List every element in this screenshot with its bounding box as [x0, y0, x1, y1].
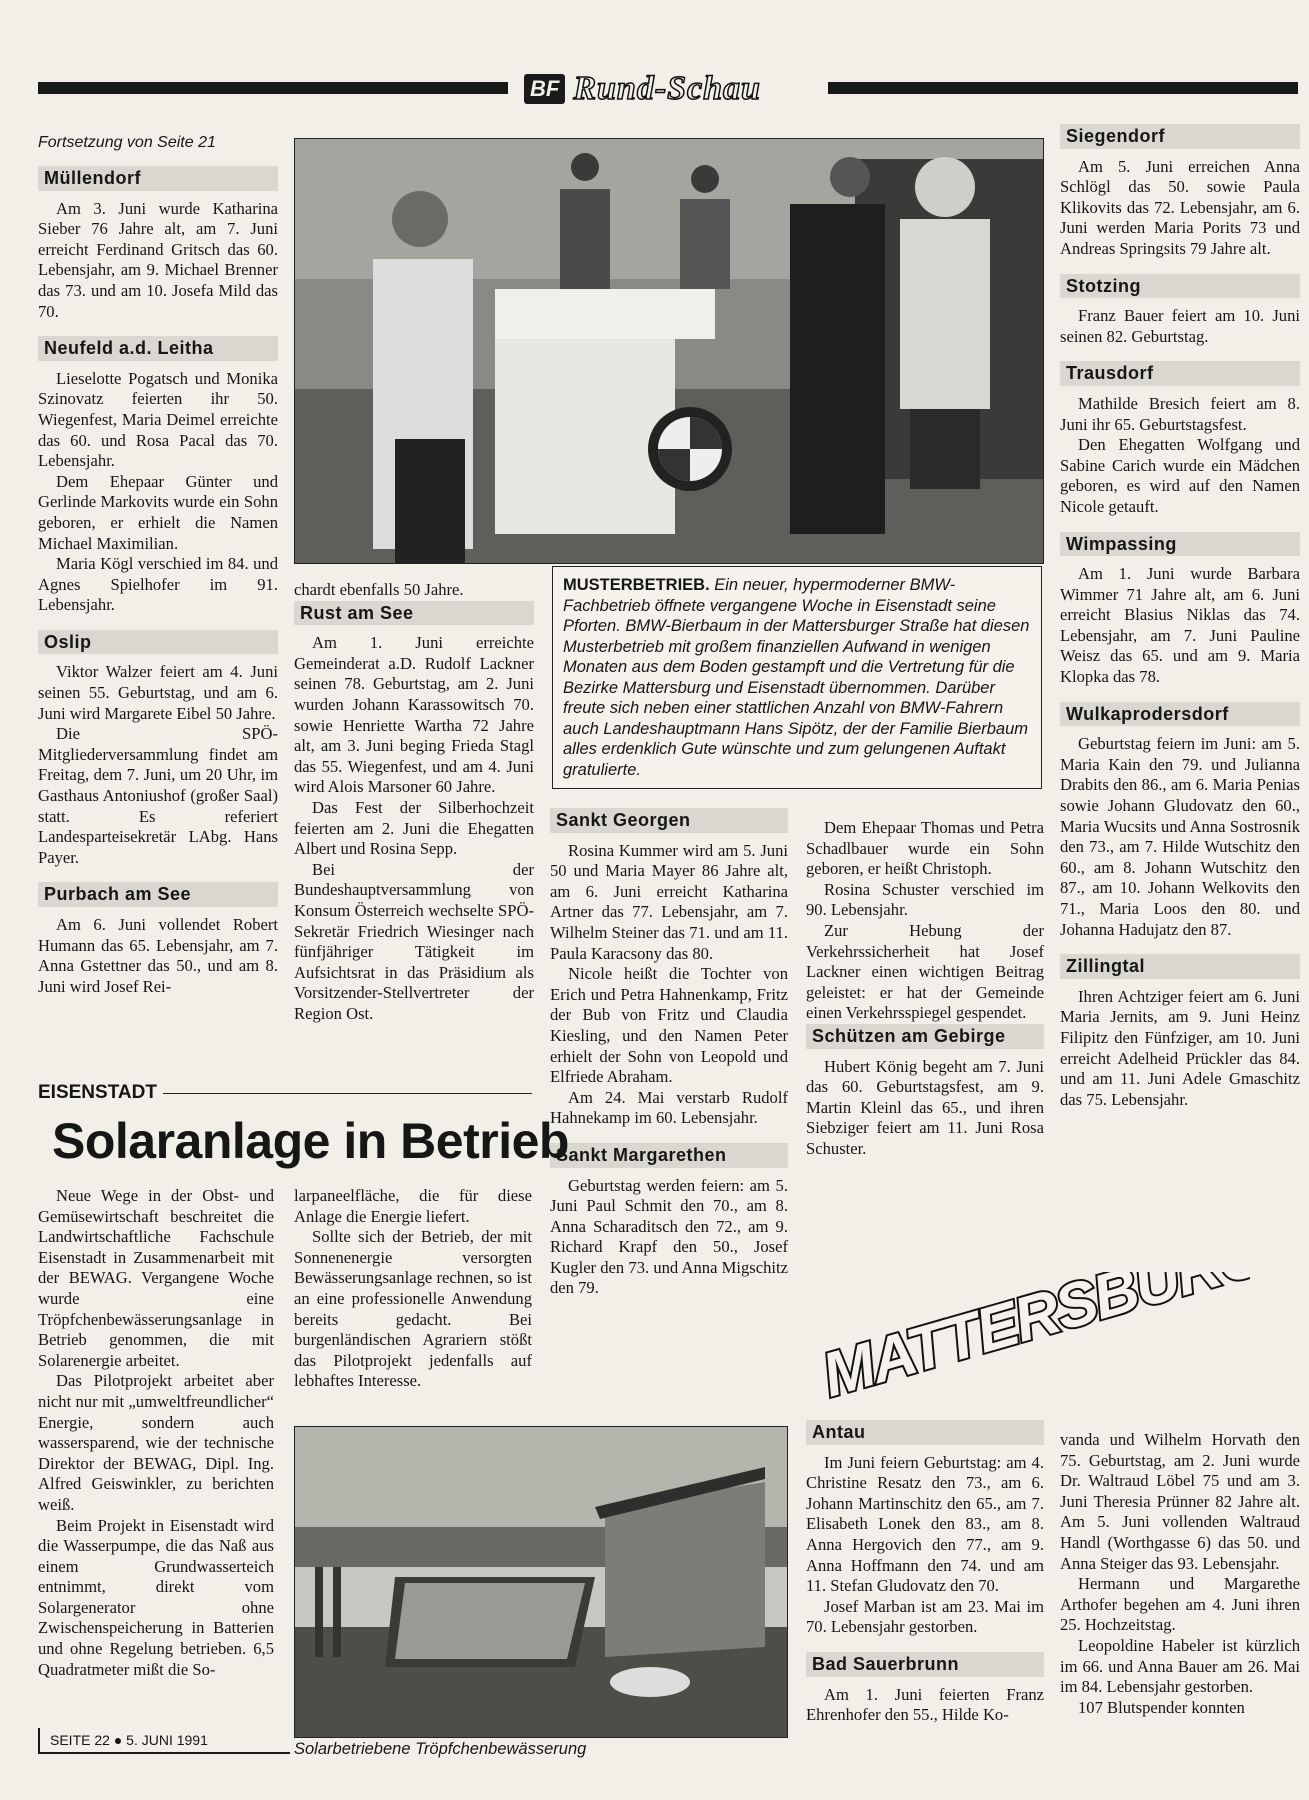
banner-text: MATTERSBURG — [814, 1272, 1250, 1411]
article-paragraph: Zur Hebung der Verkehrssicherheit hat Josef Lackner einen wichtigen Beitrag geleistet: er hat der Gemeinde einen Verkehrsspiegel gespendet. — [806, 920, 1044, 1023]
section-heading: Sankt Margarethen — [550, 1143, 788, 1168]
section-paragraph: Viktor Walzer feiert am 4. Juni seinen 55. Geburtstag, und am 6. Juni wird Margarete Eibel 50 Jahre. — [38, 662, 278, 723]
column-4 — [806, 818, 1044, 1160]
article-paragraph: vanda und Wilhelm Horvath den 75. Geburtstag, am 2. Juni wurde Dr. Waltraud Löbel 75 und am 3. Juni Theresia Prünner 82 Jahre alt. Am 5. Juni vollenden Waltraud Handl (Worthgasse 6) das 50. und Anna Steiger das 93. Lebensjahr. — [1060, 1430, 1300, 1573]
section-paragraph: Am 24. Mai verstarb Rudolf Hahnekamp im 60. Lebensjahr. — [550, 1087, 788, 1128]
article-paragraph: Das Pilotprojekt arbeitet aber nicht nur mit „umweltfreundlicher“ Energie, sondern auch wassersparend, wie der technische Direktor der BEWAG, Dipl. Ing. Alfred Geiswinkler, zu berichten weiß. — [38, 1371, 274, 1514]
section-heading: Sankt Georgen — [550, 808, 788, 833]
article-kicker: EISENSTADT — [38, 1082, 157, 1103]
section-paragraph: Geburtstag werden feiern: am 5. Juni Paul Schmit den 70., am 8. Anna Scharaditsch den 72., am 9. Richard Krapf den 50., Josef Kugler den 73. und Anna Migschitz den 79. — [550, 1175, 788, 1298]
section-paragraph: Am 5. Juni erreichen Anna Schlögl das 50. sowie Paula Klikovits das 72. Lebensjahr, am 6. Juni werden Maria Porits 73 und Andreas Springsits 79 Jahre alt. — [1060, 156, 1300, 258]
mattersburg-col-a — [806, 1420, 1044, 1726]
section-paragraph: Am 1. Juni feierten Franz Ehrenhofer den 55., Hilde Ko- — [806, 1684, 1044, 1725]
column-1 — [38, 134, 278, 997]
section-paragraph: Franz Bauer feiert am 10. Juni seinen 82. Geburtstag. — [1060, 306, 1300, 346]
section-heading: Wimpassing — [1060, 532, 1300, 557]
bmw-photo-caption — [552, 566, 1042, 789]
section-paragraph: Maria Kögl verschied im 84. und Agnes Spielhofer im 91. Lebensjahr. — [38, 554, 278, 615]
solar-col-b — [294, 1186, 532, 1392]
section-paragraph: Am 3. Juni wurde Katharina Sieber 76 Jahre alt, am 7. Juni erreicht Ferdinand Gritsch das 60. Lebensjahr, am 9. Michael Brenner das 73. und am 10. Josefa Mild das 70. — [38, 198, 278, 321]
section-heading: Oslip — [38, 630, 278, 655]
kicker-rule — [163, 1093, 532, 1094]
mattersburg-col-a-text — [806, 1420, 1044, 1726]
section-heading: Siegendorf — [1060, 124, 1300, 149]
article-paragraph: Neue Wege in der Obst- und Gemüsewirtschaft beschreitet die Landwirtschaftliche Fachschule Eisenstadt in Zusammenarbeit mit der BEWAG. Vergangene Woche wurde eine Tröpfchenbewässerungsanlage in Betrieb genommen, die mit Solarenergie arbeitet. — [38, 1186, 274, 1370]
column-5-sections — [1060, 124, 1300, 1110]
article-paragraph: Rosina Schuster verschied im 90. Lebensjahr. — [806, 879, 1044, 920]
column-4-sections — [806, 1024, 1044, 1160]
mattersburg-col-b — [1060, 1430, 1300, 1718]
section-heading: Purbach am See — [38, 882, 278, 907]
section-paragraph: Die SPÖ-Mitgliederversammlung findet am Freitag, dem 7. Juni, um 20 Uhr, im Gasthaus Antoniushof (großer Saal) statt. Es referiert Landesparteisekretär LAbg. Hans Payer. — [38, 724, 278, 867]
mattersburg-banner-graphic — [810, 1272, 1250, 1422]
mattersburg-col-b-text — [1060, 1430, 1300, 1718]
section-title: Rund-Schau — [573, 70, 761, 107]
solar-col-b-text — [294, 1186, 532, 1392]
section-paragraph: Hubert König begeht am 7. Juni das 60. Geburtstagsfest, am 9. Martin Kleinl das 65., und ihren Siebziger feiert am 11. Juni Rosa Schuster. — [806, 1056, 1044, 1158]
page-date: 5. JUNI 1991 — [126, 1732, 208, 1748]
section-paragraph: Am 1. Juni wurde Barbara Wimmer 71 Jahre alt, am 6. Juni erreicht Blasius Niklas das 74. Lebensjahr, am 7. Juni Pauline Weisz das 65. und am 9. Maria Klopka das 78. — [1060, 564, 1300, 687]
section-paragraph: Josef Marban ist am 23. Mai im 70. Lebensjahr gestorben. — [806, 1596, 1044, 1637]
section-paragraph: Am 6. Juni vollendet Robert Humann das 65. Lebensjahr, am 7. Anna Gstettner das 50., und am 8. Juni wird Josef Rei- — [38, 915, 278, 996]
header-logo-group — [524, 70, 761, 108]
page-number: SEITE 22 — [50, 1732, 110, 1748]
header-rule-right — [828, 82, 1298, 94]
solar-kicker-row — [38, 1082, 532, 1104]
article-paragraph: Beim Projekt in Eisenstadt wird die Wasserpumpe, die das Naß aus einem Grundwasserteich entnimmt, direkt vom Solargenerator ohne Zwischenspeicherung in Batterien und ohne Regelung betrieben. 6,5 Quadratmeter mißt die So- — [38, 1515, 274, 1679]
solar-col-a-text — [38, 1186, 274, 1680]
bullet-icon: ● — [113, 1732, 123, 1748]
section-heading: Antau — [806, 1420, 1044, 1445]
bmw-opening-image — [295, 139, 1043, 563]
article-paragraph: Dem Ehepaar Thomas und Petra Schadlbauer wurde ein Sohn geboren, er heißt Christoph. — [806, 818, 1044, 879]
article-paragraph: 107 Blutspender konnten — [1078, 1697, 1245, 1717]
column-2 — [294, 580, 534, 1024]
caption-text: Ein neuer, hypermoderner BMW-Fachbetrieb öffnete vergangene Woche in Eisenstadt seine Pforten. BMW-Bierbaum in der Mattersburger Straße hat diesen Musterbetrieb mit großem finanziellen Aufwand in wenigen Monaten aus dem Boden gestampft und die Vertretung für die Bezirke Mattersburg und Eisenstadt übernommen. Darüber freute sich neben einer stattlichen Anzahl von BMW-Fahrern auch Landeshauptmann Hans Sipötz, der der Familie Bierbaum alles erdenklich Gute wünschte und zum gelungenen Auftakt gratulierte. — [563, 576, 1030, 779]
section-heading: Zillingtal — [1060, 954, 1300, 979]
section-paragraph: Bei der Bundeshauptversammlung von Konsum Österreich wechselte SPÖ-Sekretär Friedrich Wiesinger nach fünfjähriger Tätigkeit im Aufsichtsrat in das Präsidium als Vorsitzender-Stellvertreter der Region Ost. — [294, 859, 534, 1023]
section-paragraph: Geburtstag feiern im Juni: am 5. Maria Kain den 79. und Julianna Drabits den 86., am 6. Maria Penias sowie Johann Gludovatz den 60., Maria Wucsits und Anna Sostrosnik den 73., am 7. Hilde Wutschitz den 60., am 8. Johann Wutschitz den 87., am 10. Johann Welkovits den 71., Maria Loos den 80. und Johanna Hadujatz den 87. — [1060, 734, 1300, 939]
solar-irrigation-image — [295, 1427, 787, 1737]
section-heading: Müllendorf — [38, 166, 278, 191]
solar-col-a — [38, 1186, 274, 1680]
column-5 — [1060, 124, 1300, 1110]
continued-note: Fortsetzung von Seite 21 — [38, 134, 216, 151]
section-paragraph: Den Ehegatten Wolfgang und Sabine Carich wurde ein Mädchen geboren, es wird auf den Namen Nicole getauft. — [1060, 435, 1300, 516]
column-2-sections — [294, 601, 534, 1025]
column-4-lead — [806, 818, 1044, 1024]
section-heading: Stotzing — [1060, 274, 1300, 299]
section-paragraph: Dem Ehepaar Günter und Gerlinde Markovits wurde ein Sohn geboren, er erhielt die Namen Michael Maximilian. — [38, 471, 278, 553]
column-3 — [550, 808, 788, 1299]
section-heading: Schützen am Gebirge — [806, 1024, 1044, 1049]
article-paragraph: larpaneelfläche, die für diese Anlage die Energie liefert. — [294, 1186, 532, 1226]
caption-label: MUSTERBETRIEB. — [563, 576, 710, 594]
section-paragraph: Mathilde Bresich feiert am 8. Juni ihr 65. Geburtstagsfest. — [1060, 393, 1300, 434]
section-heading: Neufeld a.d. Leitha — [38, 336, 278, 361]
section-paragraph: Lieselotte Pogatsch und Monika Szinovatz feierten ihr 50. Wiegenfest, Maria Deimel erreichte das 60. und Rosa Pacal das 70. Lebensjahr. — [38, 368, 278, 471]
section-paragraph: Rosina Kummer wird am 5. Juni 50 und Maria Mayer 86 Jahre alt, am 6. Juni erreicht Katharina Artner das 77. Lebensjahr, am 7. Wilhelm Steiner das 71. und am 11. Paula Karacsony das 80. — [550, 840, 788, 963]
article-headline: Solaranlage in Betrieb — [52, 1113, 569, 1169]
header-rule-left — [38, 82, 508, 94]
page-footer — [38, 1728, 290, 1754]
bmw-photo — [294, 138, 1044, 564]
article-paragraph: Leopoldine Habeler ist kürzlich im 66. und Anna Bauer am 26. Mai im 84. Lebensjahr gestorben. — [1060, 1635, 1300, 1697]
section-heading: Wulkaprodersdorf — [1060, 702, 1300, 727]
column-1-sections — [38, 166, 278, 997]
column-3-sections — [550, 808, 788, 1299]
section-paragraph: Am 1. Juni erreichte Gemeinderat a.D. Rudolf Lackner seinen 78. Geburtstag, am 2. Juni wurden Johann Karassowitsch 70. sowie Henriette Wartha 72 Jahre alt, am 3. Juni beging Frieda Stagl das 55. Wiegenfest, und am 4. Juni wird Alois Marsoner 60 Jahre. — [294, 633, 534, 797]
solar-photo — [294, 1426, 788, 1738]
section-paragraph: Im Juni feiern Geburtstag: am 4. Christine Resatz den 73., am 6. Johann Martinschitz den 65., am 7. Elisabeth Lonek den 83., am 8. Anna Hergovich den 77., am 9. Anna Hoffmann den 74. und am 11. Stefan Gludovatz den 70. — [806, 1452, 1044, 1596]
column-2-lead: chardt ebenfalls 50 Jahre. — [294, 580, 464, 599]
brand-logo: BF — [524, 74, 565, 104]
mattersburg-banner — [810, 1272, 1250, 1422]
section-paragraph: Das Fest der Silberhochzeit feierten am 2. Juni die Ehegatten Albert und Rosina Sepp. — [294, 797, 534, 859]
section-heading: Rust am See — [294, 601, 534, 626]
section-paragraph: Ihren Achtziger feiert am 6. Juni Maria Jernits, am 9. Juni Heinz Filipitz den Fünfziger, am 10. Juni erreicht Adelheid Prückler das 84. und am 11. Juni Adele Gmaschitz das 75. Lebensjahr. — [1060, 986, 1300, 1109]
solar-photo-caption: Solarbetriebene Tröpfchenbewässerung — [294, 1740, 587, 1758]
article-paragraph: Sollte sich der Betrieb, der mit Sonnenenergie versorgten Bewässerungsanlage rechnen, so ist an eine professionelle Anwendung bereits gedacht. Bei burgenländischen Agrariern stößt das Pilotprojekt jedenfalls auf lebhaftes Interesse. — [294, 1227, 532, 1391]
article-paragraph: Hermann und Margarethe Arthofer begehen am 4. Juni ihren 25. Hochzeitstag. — [1060, 1574, 1300, 1635]
section-paragraph: Nicole heißt die Tochter von Erich und Petra Hahnenkamp, Fritz der Bub von Fritz und Claudia Kiesling, und den Namen Peter erhielt der Sohn von Leopold und Elfriede Abraham. — [550, 964, 788, 1087]
section-heading: Trausdorf — [1060, 361, 1300, 386]
section-heading: Bad Sauerbrunn — [806, 1652, 1044, 1677]
